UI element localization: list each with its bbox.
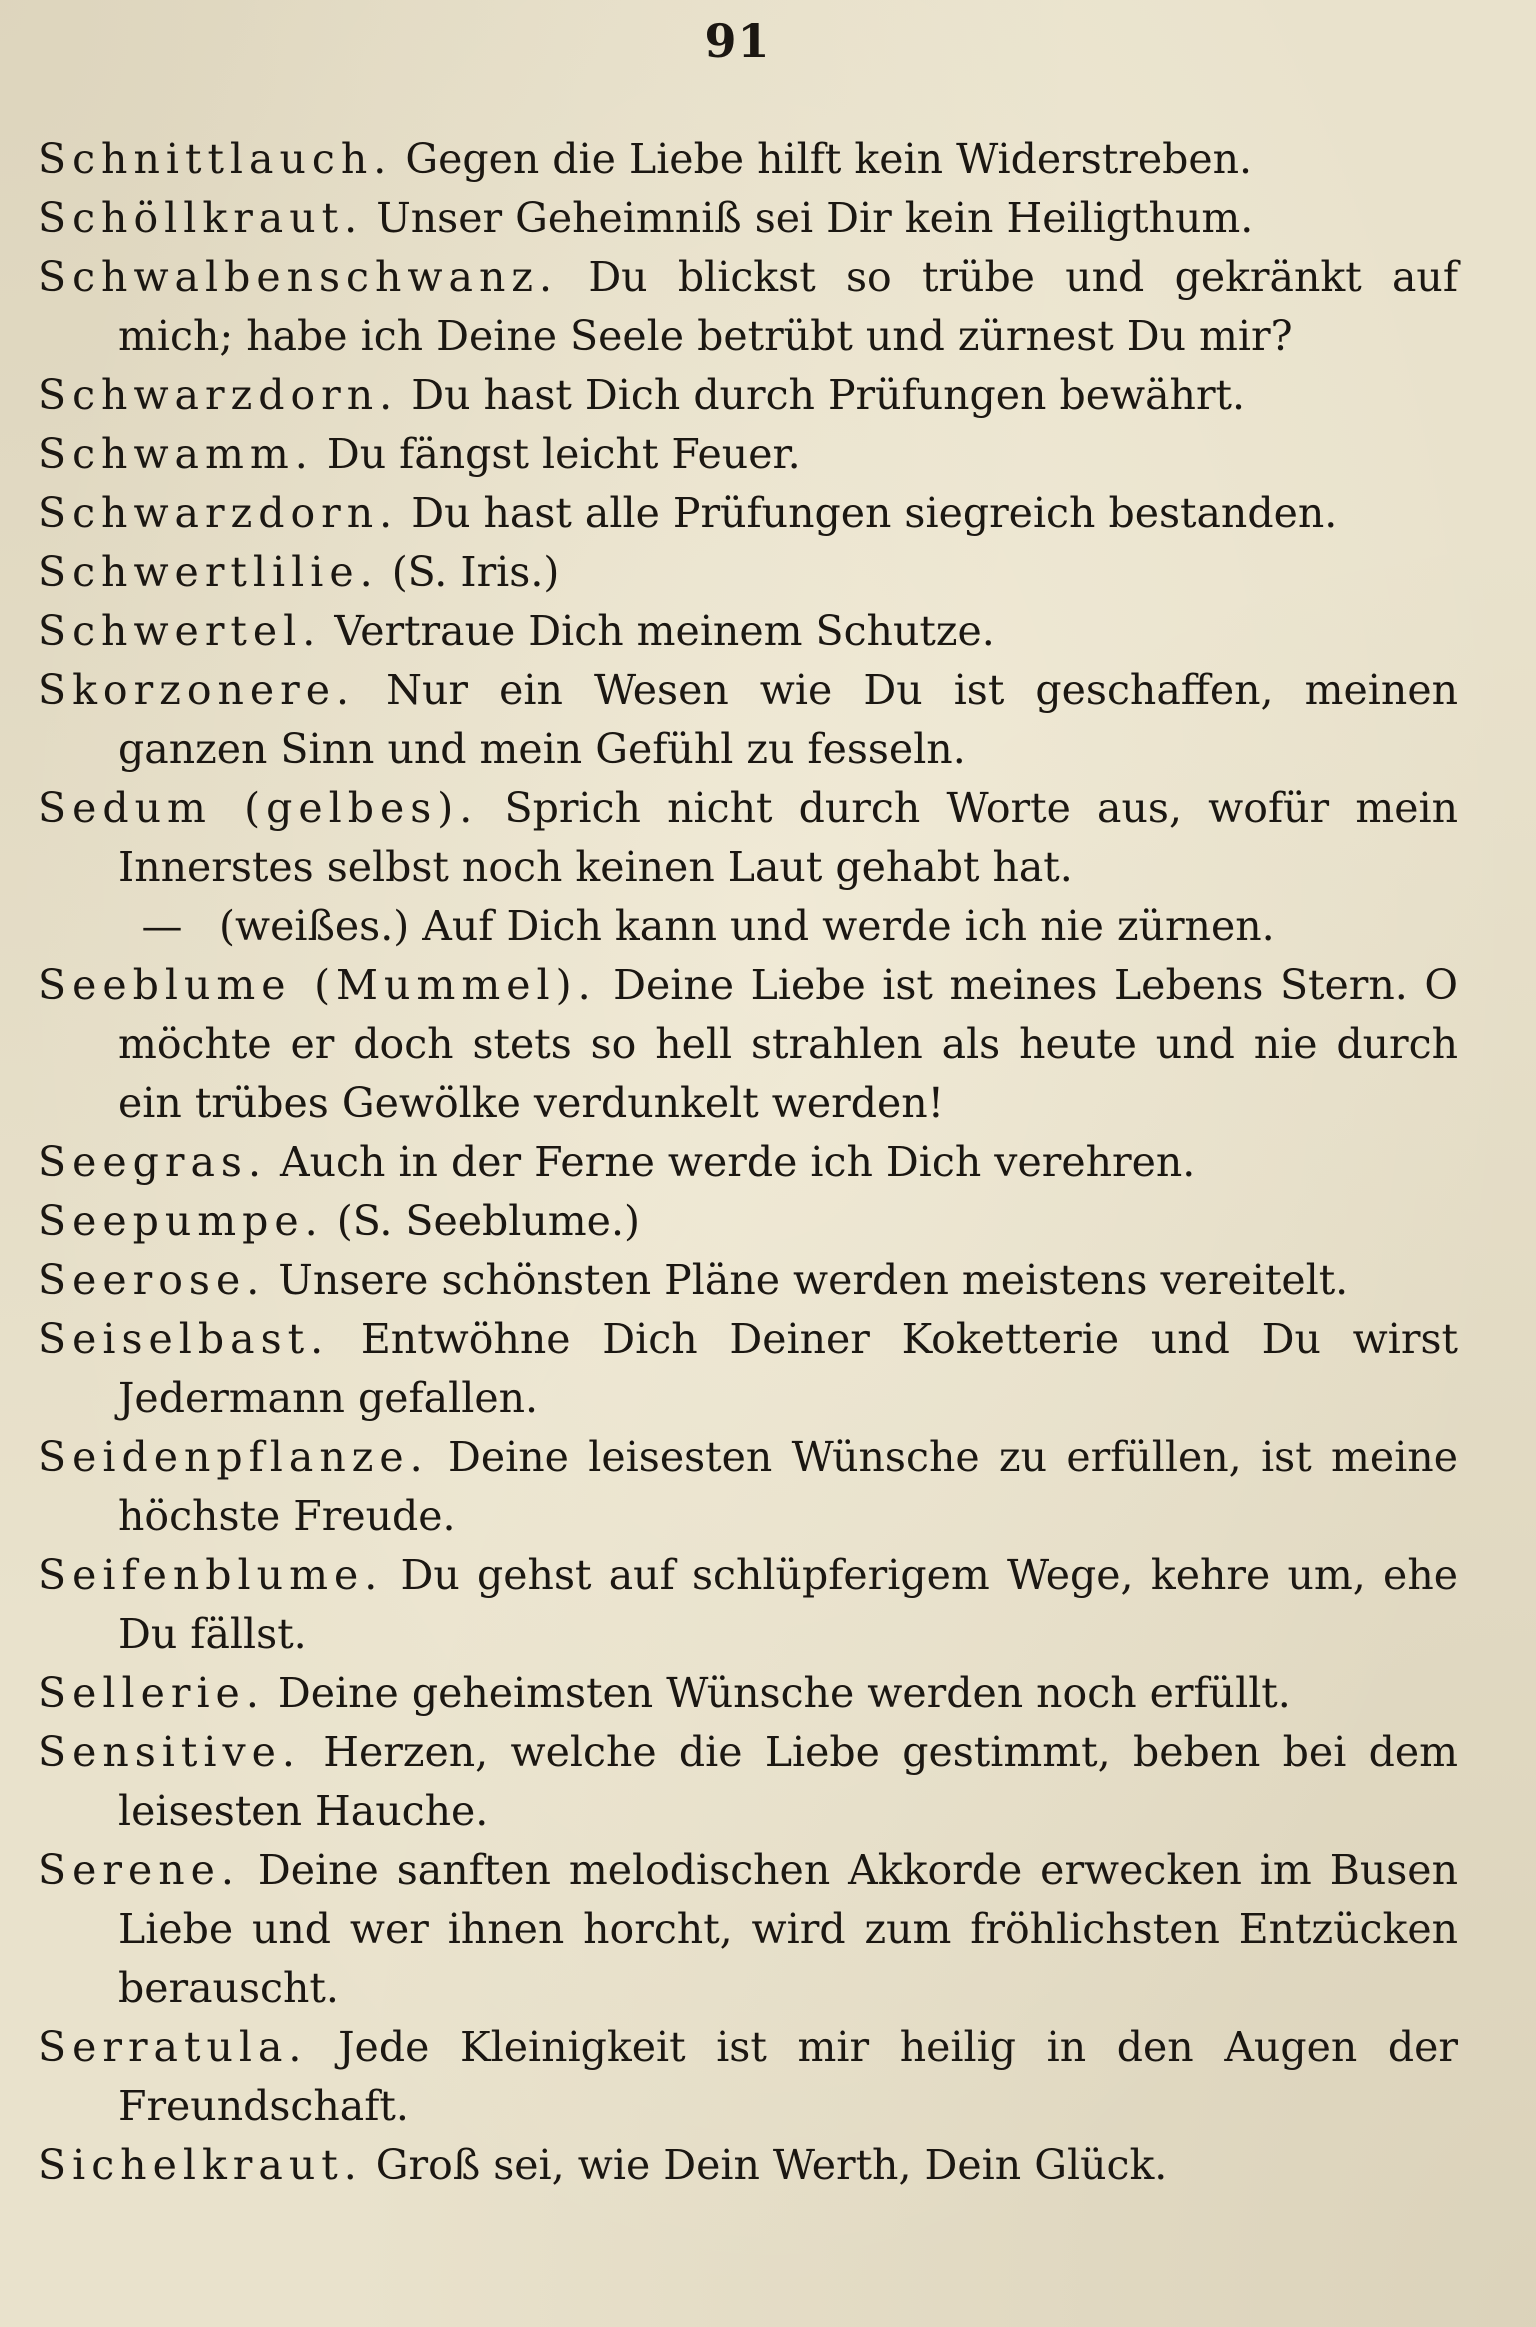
page-number: 91	[704, 14, 771, 68]
entry-term: Serratula.	[38, 2023, 308, 2071]
entry-text: (S. Seeblume.)	[336, 1197, 640, 1245]
entry-text: Du gehst auf schlüpferigem Wege, kehre um, ehe Du fällst.	[118, 1551, 1458, 1658]
list-item	[38, 1664, 1458, 1723]
entry-text: Gegen die Liebe hilft kein Widerstreben.	[405, 135, 1253, 183]
entry-text: Herzen, welche die Liebe gestimmt, beben bei dem leisesten Hauche.	[118, 1728, 1458, 1835]
entry-text: Groß sei, wie Dein Werth, Dein Glück.	[375, 2141, 1168, 2189]
entry-text: Du blickst so trübe und gekränkt auf mich; habe ich Deine Seele betrübt und zürnest Du mir?	[118, 253, 1458, 360]
entry-term: Serene.	[38, 1846, 240, 1894]
list-item	[38, 248, 1458, 366]
entry-text: Sprich nicht durch Worte aus, wofür mein Innerstes selbst noch keinen Laut gehabt hat.	[118, 784, 1458, 891]
entry-term: Seegras.	[38, 1138, 267, 1186]
entry-term: (weißes.)	[219, 902, 410, 950]
ditto-dash: —	[141, 902, 183, 950]
list-item	[38, 189, 1458, 248]
entry-text: Nur ein Wesen wie Du ist geschaffen, meinen ganzen Sinn und mein Gefühl zu fesseln.	[118, 666, 1458, 773]
list-item	[38, 779, 1458, 897]
entry-text: Vertraue Dich meinem Schutze.	[334, 607, 995, 655]
entry-term: Seepumpe.	[38, 1197, 324, 1245]
entry-text: Deine Liebe ist meines Lebens Stern. O möchte er doch stets so hell strahlen als heute und nie durch ein trübes Gewölke verdunkelt werden!	[118, 961, 1458, 1127]
entry-term: Sichelkraut.	[38, 2141, 363, 2189]
list-item	[38, 543, 1458, 602]
entry-text: Deine geheimsten Wünsche werden noch erfüllt.	[277, 1669, 1291, 1717]
entry-term: Schnittlauch.	[38, 135, 393, 183]
entry-term: Schwertlilie.	[38, 548, 379, 596]
list-item	[38, 1133, 1458, 1192]
entry-text: Unsere schönsten Pläne werden meistens vereitelt.	[278, 1256, 1349, 1304]
entry-term: Sedum (gelbes).	[38, 784, 479, 832]
entry-term: Schöllkraut.	[38, 194, 364, 242]
list-item	[38, 661, 1458, 779]
entry-term: Schwamm.	[38, 430, 314, 478]
entry-text: Du hast Dich durch Prüfungen bewährt.	[411, 371, 1246, 419]
list-item	[38, 1723, 1458, 1841]
entry-term: Seidenpflanze.	[38, 1433, 429, 1481]
entry-term: Schwertel.	[38, 607, 322, 655]
list-item	[38, 1310, 1458, 1428]
entry-text: Deine sanften melodischen Akkorde erwecken im Busen Liebe und wer ihnen horcht, wird zum fröhlichsten Entzücken berauscht.	[118, 1846, 1458, 2012]
list-item	[38, 1546, 1458, 1664]
entry-text: Unser Geheimniß sei Dir kein Heiligthum.	[376, 194, 1254, 242]
entry-term: Seifenblume.	[38, 1551, 384, 1599]
entry-term: Seeblume (Mummel).	[38, 961, 597, 1009]
list-item	[38, 956, 1458, 1133]
entry-term: Sellerie.	[38, 1669, 265, 1717]
list-item	[38, 1251, 1458, 1310]
entry-text: Jede Kleinigkeit ist mir heilig in den Augen der Freundschaft.	[118, 2023, 1458, 2130]
entry-text: Auf Dich kann und werde ich nie zürnen.	[422, 902, 1275, 950]
list-item	[38, 2018, 1458, 2136]
entry-term: Schwarzdorn.	[38, 371, 399, 419]
entry-text: (S. Iris.)	[391, 548, 560, 596]
list-item	[38, 366, 1458, 425]
list-item	[38, 1428, 1458, 1546]
entry-text: Deine leisesten Wünsche zu erfüllen, ist meine höchste Freude.	[118, 1433, 1458, 1540]
entry-term: Skorzonere.	[38, 666, 356, 714]
entry-term: Seiselbast.	[38, 1315, 330, 1363]
list-item	[38, 602, 1458, 661]
entry-term: Schwarzdorn.	[38, 489, 399, 537]
entry-text: Entwöhne Dich Deiner Koketterie und Du wirst Jedermann gefallen.	[118, 1315, 1458, 1422]
list-item	[38, 2136, 1458, 2195]
entry-list	[38, 130, 1458, 2195]
entry-term: Schwalbenschwanz.	[38, 253, 559, 301]
list-item-sub	[38, 897, 1458, 956]
list-item	[38, 130, 1458, 189]
list-item	[38, 1841, 1458, 2018]
entry-text: Du fängst leicht Feuer.	[326, 430, 801, 478]
entry-text: Du hast alle Prüfungen siegreich bestanden.	[411, 489, 1338, 537]
entry-term: Sensitive.	[38, 1728, 301, 1776]
list-item	[38, 425, 1458, 484]
entry-text: Auch in der Ferne werde ich Dich verehren.	[280, 1138, 1196, 1186]
list-item	[38, 484, 1458, 543]
list-item	[38, 1192, 1458, 1251]
entry-term: Seerose.	[38, 1256, 266, 1304]
